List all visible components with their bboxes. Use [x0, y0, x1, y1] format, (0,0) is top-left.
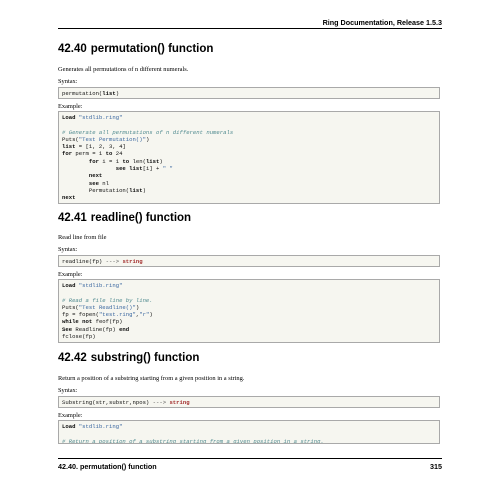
code-token: fclose(fp)	[62, 333, 96, 341]
code-token: )	[115, 90, 120, 97]
code-token: " "	[162, 165, 173, 173]
code-token: # Return a position of a substring starting from a given position in a string.	[62, 437, 324, 444]
code-token: )	[149, 311, 153, 319]
code-token: see	[115, 165, 126, 173]
code-token: Puts(	[62, 303, 79, 311]
code-line	[62, 297, 436, 304]
code-token: --->	[105, 258, 120, 265]
code-token: perm = 1	[72, 150, 106, 158]
section-title-readline	[58, 212, 191, 224]
footer-rule	[58, 458, 442, 459]
code-token: i = 1	[98, 157, 123, 165]
code-token: list	[129, 165, 143, 173]
example-label: Example:	[58, 412, 83, 419]
code-token: string	[169, 399, 190, 406]
code-token: len(	[129, 157, 146, 165]
code-token: list	[62, 143, 76, 151]
code-line	[62, 430, 436, 437]
code-token: "Test Permutation()"	[78, 135, 146, 143]
syntax-code-block[interactable]	[58, 87, 440, 99]
code-token: )	[142, 186, 146, 194]
code-token: for	[88, 157, 99, 165]
code-line	[62, 90, 436, 97]
code-line	[62, 258, 436, 265]
code-token: "stdlib.ring"	[78, 423, 123, 430]
syntax-label: Syntax:	[58, 78, 78, 85]
code-line	[62, 304, 436, 311]
running-header: Ring Documentation, Release 1.5.3	[322, 18, 442, 27]
code-token: nl	[98, 179, 110, 187]
code-line	[62, 326, 436, 333]
section-description: Generates all permutations of n different numerals.	[58, 66, 189, 73]
code-line	[62, 399, 436, 406]
code-token: to	[122, 157, 130, 165]
code-line	[62, 158, 436, 165]
code-line	[62, 165, 436, 172]
example-label: Example:	[58, 271, 83, 278]
section-number: 42.40	[58, 43, 87, 55]
code-token: )	[145, 135, 150, 143]
code-token: feof(fp)	[92, 318, 123, 326]
code-token: Readline(fp)	[72, 325, 120, 333]
code-token: "r"	[139, 311, 150, 319]
code-token: readline(fp)	[62, 258, 106, 265]
code-token: fp = fopen(	[62, 311, 99, 319]
code-line	[62, 180, 436, 187]
section-heading: permutation() function	[90, 43, 214, 55]
code-token: next	[62, 194, 76, 202]
section-description: Read line from file	[58, 234, 107, 241]
code-line	[62, 114, 436, 121]
footer-section-label: 42.40. permutation() function	[58, 462, 157, 471]
code-line	[62, 289, 436, 296]
code-token: Load	[62, 114, 76, 121]
code-token: while	[62, 318, 79, 326]
code-token: "test.ring"	[98, 311, 136, 319]
code-token: Substring(str,substr,npos)	[62, 399, 153, 406]
code-line	[62, 438, 436, 444]
example-code-block[interactable]	[58, 420, 440, 444]
code-line	[62, 282, 436, 289]
example-code-block[interactable]	[58, 279, 440, 343]
code-token	[62, 172, 89, 179]
code-line	[62, 129, 436, 136]
section-description: Return a position of a substring starting from a given position in a string.	[58, 375, 245, 382]
page-number: 315	[430, 462, 442, 471]
code-token: list	[129, 186, 143, 194]
code-token: )	[135, 303, 140, 311]
code-line	[62, 318, 436, 325]
syntax-code-block[interactable]	[58, 396, 440, 408]
code-token: Load	[62, 282, 76, 289]
code-token: for	[62, 150, 73, 158]
example-code-block[interactable]	[58, 111, 440, 204]
code-line	[62, 333, 436, 340]
code-token: --->	[152, 399, 167, 406]
section-title-permutation	[58, 43, 213, 55]
code-token: see	[88, 179, 99, 187]
code-line	[62, 423, 436, 430]
code-token: = [1, 2, 3, 4]	[75, 143, 126, 151]
syntax-code-block[interactable]	[58, 255, 440, 267]
code-token: permutation(	[62, 90, 103, 97]
code-token: # Read a file line by line.	[62, 296, 153, 304]
code-token: Permutation(	[62, 186, 130, 194]
section-heading: substring() function	[90, 352, 200, 364]
syntax-label: Syntax:	[58, 387, 78, 394]
code-token: list	[145, 157, 160, 165]
section-number: 42.41	[58, 212, 87, 224]
code-line	[62, 194, 436, 201]
code-token: next	[88, 172, 103, 180]
code-line	[62, 136, 436, 143]
code-token: "stdlib.ring"	[78, 114, 123, 121]
code-token: )	[159, 157, 163, 165]
code-token	[62, 165, 116, 172]
syntax-label: Syntax:	[58, 246, 78, 253]
section-number: 42.42	[58, 352, 87, 364]
code-line	[62, 311, 436, 318]
code-token: list	[102, 90, 116, 97]
code-token: "stdlib.ring"	[78, 282, 123, 289]
code-token: to	[105, 150, 113, 158]
code-token: string	[122, 258, 143, 265]
section-heading: readline() function	[90, 212, 192, 224]
code-token: Load	[62, 423, 76, 430]
code-token: # Generate all permutations of n different numerals	[62, 128, 234, 136]
code-token	[62, 180, 89, 187]
section-title-substring	[58, 352, 199, 364]
code-token: ,	[135, 311, 140, 319]
code-line	[62, 187, 436, 194]
code-token: "Test Readline()"	[78, 303, 136, 311]
code-line	[62, 150, 436, 157]
code-line	[62, 143, 436, 150]
code-token: 24	[112, 150, 123, 158]
code-token: Puts(	[62, 135, 79, 143]
header-rule	[58, 28, 442, 29]
code-token: end	[119, 325, 130, 333]
code-token: not	[82, 318, 93, 326]
code-token	[62, 158, 89, 165]
example-label: Example:	[58, 103, 83, 110]
code-token: [i] +	[142, 165, 163, 173]
code-line	[62, 121, 436, 128]
code-token: See	[62, 325, 73, 333]
code-line	[62, 172, 436, 179]
